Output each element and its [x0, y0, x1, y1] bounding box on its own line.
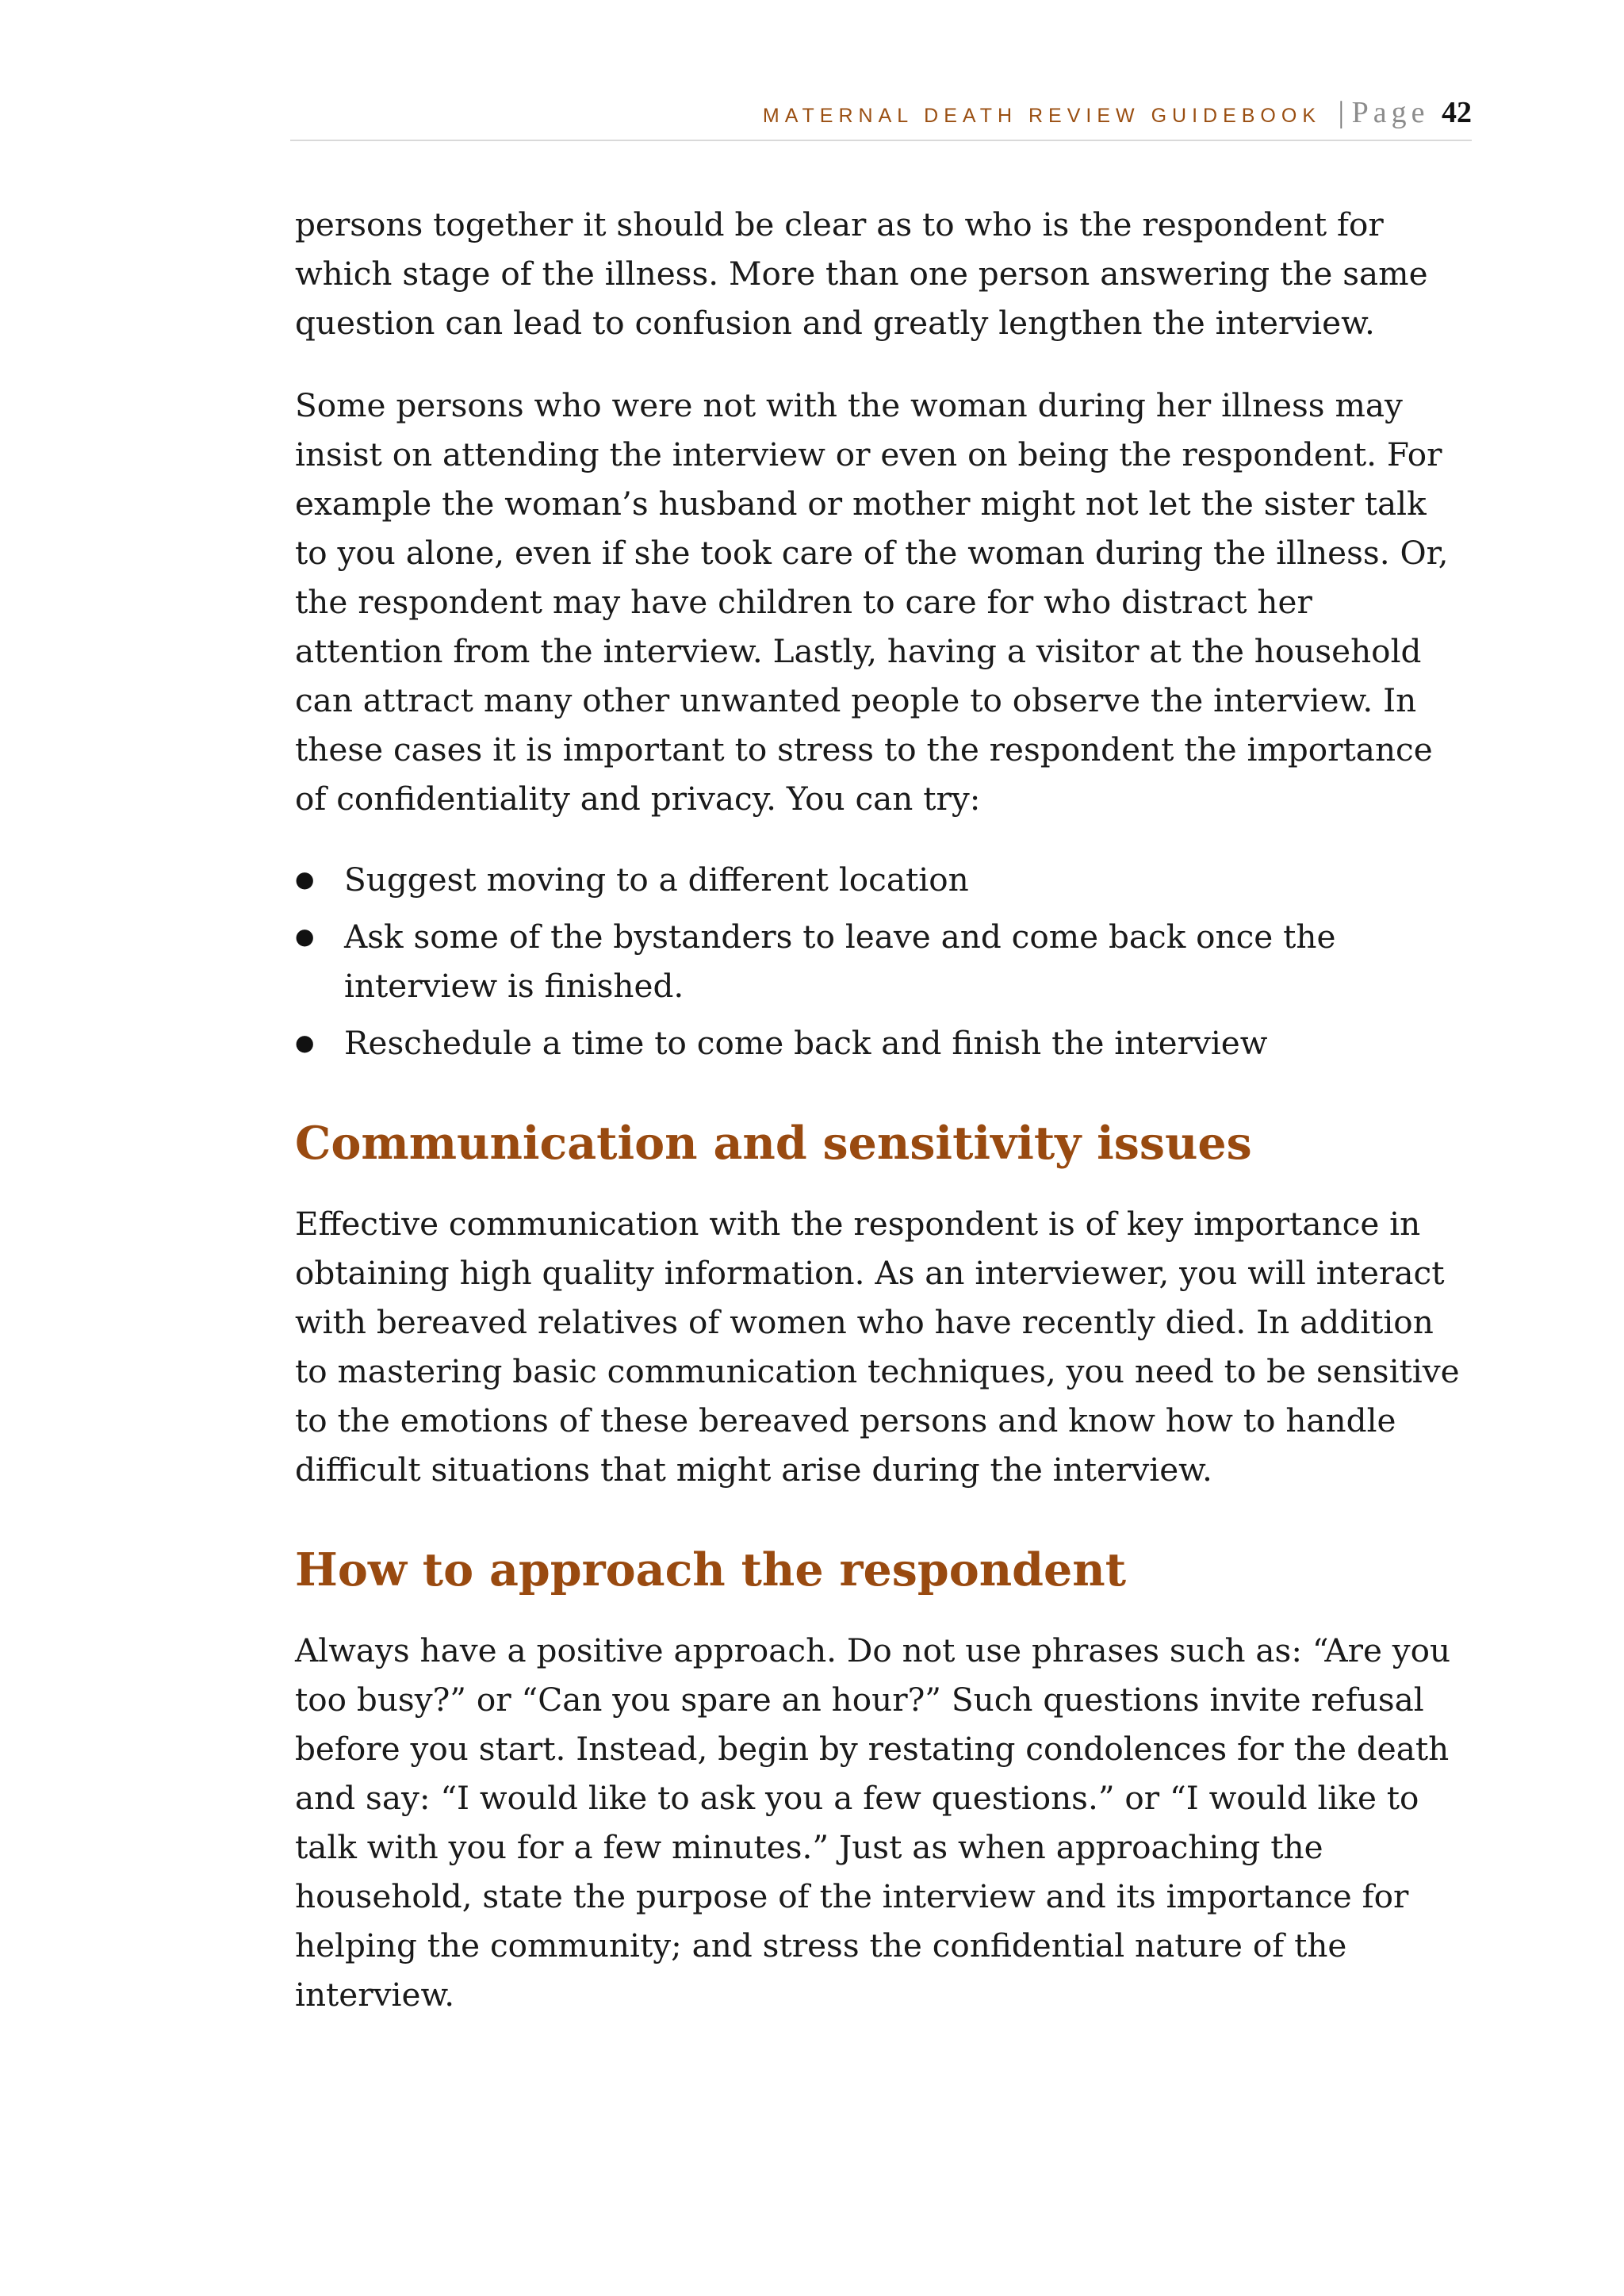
- list-item: [295, 1018, 1469, 1068]
- paragraph-continued: persons together it should be clear as to who is the respondent for which stage of the illness. More than one person answering the same question can lead to confusion and greatly lengthen the interview.: [295, 205, 1428, 342]
- page-word: Page: [1351, 96, 1430, 129]
- bullet-icon: ●: [295, 923, 315, 949]
- paragraph-bystanders: Some persons who were not with the woman during her illness may insist on attending the interview or even on being the respondent. For example the woman’s husband or mother might not let the sister talk to you alone, even if she took care of the woman during the illness. Or, the respondent may have children to care for who distract her attention from the interview. Lastly, having a visitor at the household can attract many other unwanted people to observe the interview. In these cases it is important to stress to the respondent the importance of confidentiality and privacy. You can try:: [295, 386, 1449, 818]
- bullet-icon: ●: [295, 866, 315, 892]
- list-item-text: Reschedule a time to come back and finish the interview: [344, 1024, 1268, 1062]
- page-body: [295, 200, 1469, 2053]
- section-heading-approach: How to approach the respondent: [295, 1543, 1127, 1596]
- suggestion-list: [295, 855, 1469, 1068]
- paragraph-communication: Effective communication with the respondent is of key importance in obtaining high quality information. As an interviewer, you will interact with bereaved relatives of women who have recently died. In addition to mastering basic communication techniques, you need to be sensitive to the emotions of these bereaved persons and know how to handle difficult situations that might arise during the interview.: [295, 1205, 1460, 1489]
- section-heading-communication: Communication and sensitivity issues: [295, 1117, 1252, 1170]
- running-header-title: MATERNAL DEATH REVIEW GUIDEBOOK: [762, 105, 1321, 127]
- paragraph-approach: Always have a positive approach. Do not use phrases such as: “Are you too busy?” or “Can you spare an hour?” Such questions invite refusal before you start. Instead, begin by restating condolences for the death and say: “I would like to ask you a few questions.” or “I would like to talk with you for a few minutes.” Just as when approaching the household, state the purpose of the interview and its importance for helping the community; and stress the confidential nature of the interview.: [295, 1631, 1451, 2014]
- bullet-icon: ●: [295, 1029, 315, 1056]
- header-separator: |: [1338, 96, 1345, 129]
- list-item-text: Ask some of the bystanders to leave and come back once the interview is finished.: [344, 918, 1336, 1005]
- page-header: [290, 97, 1472, 141]
- page-number-label: [1339, 95, 1472, 130]
- list-item-text: Suggest moving to a different location: [344, 861, 969, 899]
- page-number: 42: [1442, 96, 1472, 129]
- list-item: [295, 912, 1469, 1010]
- list-item: [295, 855, 1469, 904]
